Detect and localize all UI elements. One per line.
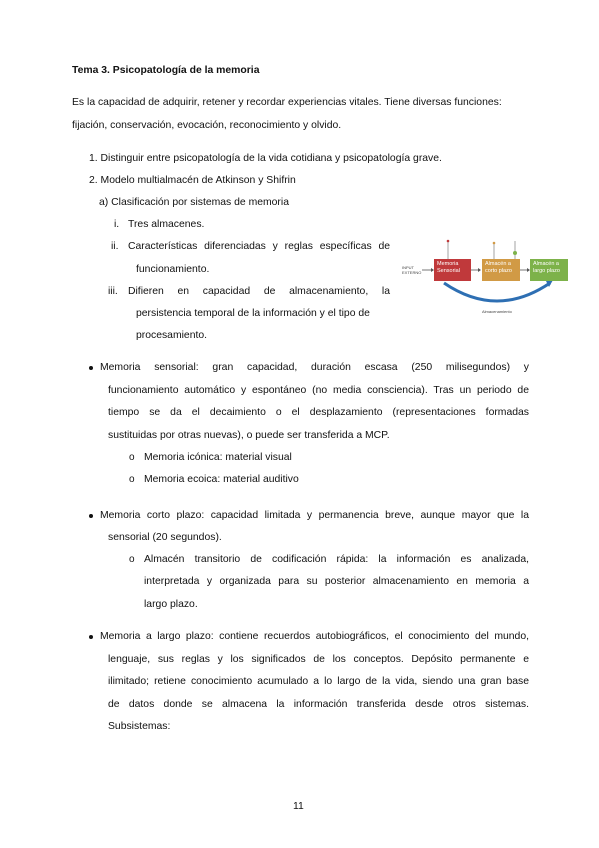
page-number: 11 xyxy=(293,801,304,812)
sensorial-sub-1: Memoria icónica: material visual xyxy=(144,452,292,463)
sensorial-line-4: sustituidas por otras nuevas), o puede ser transferida a MCP. xyxy=(108,430,390,441)
sub-bullet-ecoica: o xyxy=(129,474,135,485)
decay-dot-corto xyxy=(493,242,496,245)
decay-dot-sensorial xyxy=(447,240,450,243)
corto-sub-line-3: largo plazo. xyxy=(144,599,198,610)
bullet-sensorial xyxy=(89,366,93,370)
bullet-corto-plazo xyxy=(89,514,93,518)
diagram-arc-label: Almacenamiento xyxy=(482,309,512,314)
diagram-input-label: INPUT EXTERNO xyxy=(402,265,422,275)
corto-sub-line-1: Almacén transitorio de codificación rápida: la información es analizada, xyxy=(144,554,529,565)
sensorial-sub-2: Memoria ecoica: material auditivo xyxy=(144,474,299,485)
sensorial-line-2: funcionamiento automático y espontáneo (no media consciencia). Tras un periodo de xyxy=(108,385,529,396)
largo-line-1: Memoria a largo plazo: contiene recuerdos autobiográficos, el conocimiento del mundo, xyxy=(100,631,529,642)
corto-line-2: sensorial (20 segundos). xyxy=(108,532,222,543)
roman-iii-line-2: persistencia temporal de la información y el tipo de xyxy=(136,308,370,319)
roman-i-text: Tres almacenes. xyxy=(128,219,205,230)
storage-arc xyxy=(444,283,550,301)
numbered-item-1: 1. Distinguir entre psicopatología de la vida cotidiana y psicopatología grave. xyxy=(89,153,442,164)
roman-ii-line-2: funcionamiento. xyxy=(136,264,210,275)
largo-line-4: de datos donde se almacena la información transferida desde otros sistemas. xyxy=(108,699,529,710)
bullet-largo-plazo xyxy=(89,635,93,639)
roman-ii-number: ii. xyxy=(111,241,119,252)
roman-iii-number: iii. xyxy=(108,286,118,297)
corto-sub-line-2: interpretada y organizada para su posterior almacenamiento en memoria a xyxy=(144,576,529,587)
corto-line-1: Memoria corto plazo: capacidad limitada y permanencia breve, aunque mayor que la xyxy=(100,510,529,521)
sensorial-line-3: tiempo se da el decaimiento o el desplazamiento (representaciones formadas xyxy=(108,407,529,418)
largo-line-3: ilimitado; retiene conocimiento acumulado a lo largo de la vida, siendo una gran base xyxy=(108,676,529,687)
intro-line-2: fijación, conservación, evocación, reconocimiento y olvido. xyxy=(72,120,342,131)
diagram-box-sensorial: Memoria Sensorial xyxy=(434,259,471,281)
diagram-box-corto-plazo: Almacén a corto plazo xyxy=(482,259,520,281)
sub-item-a: a) Clasificación por sistemas de memoria xyxy=(99,197,289,208)
roman-i-number: i. xyxy=(114,219,120,230)
largo-line-5: Subsistemas: xyxy=(108,721,171,732)
roman-iii-line-1: Difieren en capacidad de almacenamiento, la xyxy=(128,286,390,297)
numbered-item-2: 2. Modelo multialmacén de Atkinson y Shifrin xyxy=(89,175,296,186)
arrowhead-1-2 xyxy=(478,268,481,272)
sub-bullet-iconica: o xyxy=(129,452,135,463)
sensorial-line-1: Memoria sensorial: gran capacidad, duración escasa (250 milisegundos) y xyxy=(100,362,529,373)
retrieval-dot xyxy=(513,251,517,255)
roman-iii-line-3: procesamiento. xyxy=(136,330,208,341)
section-title: Tema 3. Psicopatología de la memoria xyxy=(72,65,260,76)
sub-bullet-almacen: o xyxy=(129,554,135,565)
roman-ii-line-1: Características diferenciadas y reglas específicas de xyxy=(128,241,390,252)
memory-model-diagram xyxy=(402,237,572,319)
largo-line-2: lenguaje, sus reglas y los significados de los conceptos. Depósito permanente e xyxy=(108,654,529,665)
intro-line-1: Es la capacidad de adquirir, retener y recordar experiencias vitales. Tiene diversas funciones: xyxy=(72,97,502,108)
diagram-box-largo-plazo: Almacén a largo plazo xyxy=(530,259,568,281)
